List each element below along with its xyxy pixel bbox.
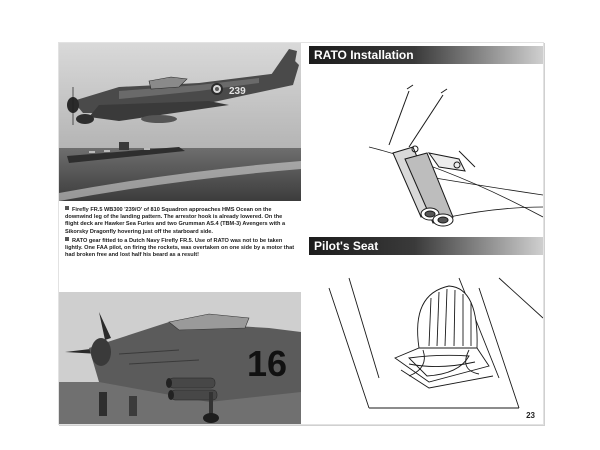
section-title-seat: Pilot's Seat <box>314 239 379 253</box>
pilot-seat-drawing <box>309 258 543 416</box>
caption-bullet-icon <box>65 206 69 210</box>
caption-firefly-approach <box>65 206 297 236</box>
photo-dutch-firefly-rato <box>59 292 301 424</box>
caption-text: Firefly FR.5 WB300 '239/O' of 810 Squadron approaches HMS Ocean on the downwind leg of the landing pattern. The arrestor hook is already lowered. On the flight deck are Hawker Sea Furies and two Grumman AS.4 (TBM-3) Avengers with a Sikorsky Dragonfly hovering just off the starboard side. <box>65 207 286 235</box>
pilot-seat-figure <box>309 258 543 416</box>
section-header-rato <box>309 46 543 64</box>
fuselage-number: 16 <box>247 343 288 384</box>
caption-bullet-icon <box>65 237 69 241</box>
firefly-approach-image <box>59 43 301 201</box>
section-title-rato: RATO Installation <box>314 48 414 62</box>
caption-rato-gear <box>65 237 297 260</box>
dutch-firefly-image <box>59 292 301 424</box>
photo-firefly-approach <box>59 43 301 201</box>
fuselage-code: 239 <box>229 86 246 97</box>
book-page <box>58 42 544 425</box>
section-header-seat <box>309 237 543 255</box>
page-number: 23 <box>526 411 535 420</box>
caption-text: RATO gear fitted to a Dutch Navy Firefly FR.5. Use of RATO was not to be taken lightly. One FAA pilot, on firing the rockets, was overtaken on one side by a motor that had broken free and lost half his beard as a result! <box>65 238 295 259</box>
rato-installation-drawing <box>309 67 543 231</box>
rato-installation-figure <box>309 67 543 231</box>
